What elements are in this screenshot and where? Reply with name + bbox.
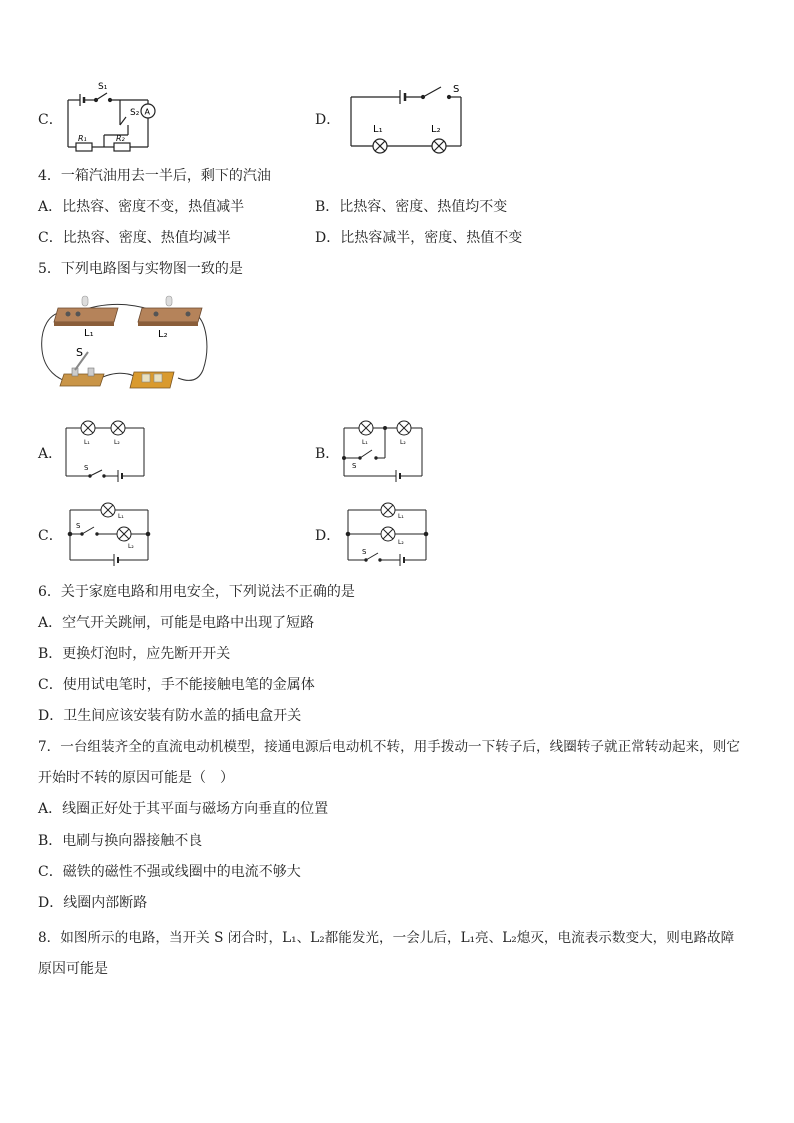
q3c-s1-label: S₁ <box>98 82 108 92</box>
q5-option-d-label: D． <box>315 528 341 544</box>
q4-option-c: C．比热容、密度、热值均减半 <box>38 230 231 246</box>
q5c-l1-label: L₁ <box>118 513 124 520</box>
q3c-r2-label: R₂ <box>116 134 125 143</box>
q3-circuit-d <box>345 80 470 155</box>
q4-option-b: B．比热容、密度、热值均不变 <box>315 199 508 215</box>
q5-photo-l1-label: L₁ <box>84 328 94 339</box>
q5c-l2-label: L₂ <box>128 543 134 550</box>
q5d-l2-label: L₂ <box>398 539 404 546</box>
q6-option-a: A．空气开关跳闸，可能是电路中出现了短路 <box>38 615 315 631</box>
q5a-l1-label: L₁ <box>84 439 90 446</box>
q3-circuit-c <box>60 75 170 155</box>
q3d-l2-label: L₂ <box>431 124 441 135</box>
q5-circuit-b <box>340 418 430 483</box>
q5b-l2-label: L₂ <box>400 439 406 446</box>
q3c-r1-label: R₁ <box>78 134 87 143</box>
q3d-l1-label: L₁ <box>373 124 383 135</box>
q6-stem: 6．关于家庭电路和用电安全，下列说法不正确的是 <box>38 584 355 600</box>
q3c-s2-label: S₂ <box>130 108 140 118</box>
q5c-s-label: S <box>76 522 81 530</box>
q7-option-a: A．线圈正好处于其平面与磁场方向垂直的位置 <box>38 801 329 817</box>
q5b-s-label: S <box>352 462 357 470</box>
q5-stem: 5．下列电路图与实物图一致的是 <box>38 261 243 277</box>
q3d-s-label: S <box>453 84 460 95</box>
q5-circuit-c <box>62 498 157 568</box>
q5-circuit-d <box>340 498 435 568</box>
q7-stem-line1: 7．一台组装齐全的直流电动机模型，接通电源后电动机不转，用手拨动一下转子后，线圈转子就正常转动起来，则它 <box>38 739 740 755</box>
q4-stem: 4．一箱汽油用去一半后，剩下的汽油 <box>38 168 271 184</box>
q3c-ammeter-label: A <box>144 107 150 117</box>
q5-physical-circuit-photo <box>38 290 213 395</box>
q5a-s-label: S <box>84 464 89 472</box>
q4-option-a: A．比热容、密度不变，热值减半 <box>38 199 245 215</box>
q4-option-d: D．比热容减半，密度、热值不变 <box>315 230 523 246</box>
q6-option-b: B．更换灯泡时，应先断开开关 <box>38 646 231 662</box>
q5a-l2-label: L₂ <box>114 439 120 446</box>
q5d-l1-label: L₁ <box>398 513 404 520</box>
q6-option-c: C．使用试电笔时，手不能接触电笔的金属体 <box>38 677 315 693</box>
q8-stem-line1: 8．如图所示的电路，当开关 S 闭合时，L₁、L₂都能发光，一会儿后，L₁亮、L₂熄灭，电流表示数变大，则电路故障 <box>38 930 735 946</box>
q7-stem-line2: 开始时不转的原因可能是（ ） <box>38 770 234 786</box>
q3-option-d-label: D． <box>315 112 341 128</box>
q7-option-b: B．电刷与换向器接触不良 <box>38 833 203 849</box>
q7-option-c: C．磁铁的磁性不强或线圈中的电流不够大 <box>38 864 301 880</box>
q7-option-d: D．线圈内部断路 <box>38 895 148 911</box>
q5-option-a-label: A． <box>38 446 63 462</box>
q6-option-d: D．卫生间应该安装有防水盖的插电盒开关 <box>38 708 302 724</box>
q5-option-c-label: C． <box>38 528 63 544</box>
q5d-s-label: S <box>362 548 367 556</box>
q8-stem-line2: 原因可能是 <box>38 961 108 977</box>
q5-photo-s-label: S <box>76 346 83 359</box>
q5-photo-l2-label: L₂ <box>158 329 168 340</box>
q5-option-b-label: B． <box>315 446 340 462</box>
q5-circuit-a <box>62 418 152 483</box>
q3-option-c-label: C． <box>38 112 63 128</box>
q5b-l1-label: L₁ <box>362 439 368 446</box>
